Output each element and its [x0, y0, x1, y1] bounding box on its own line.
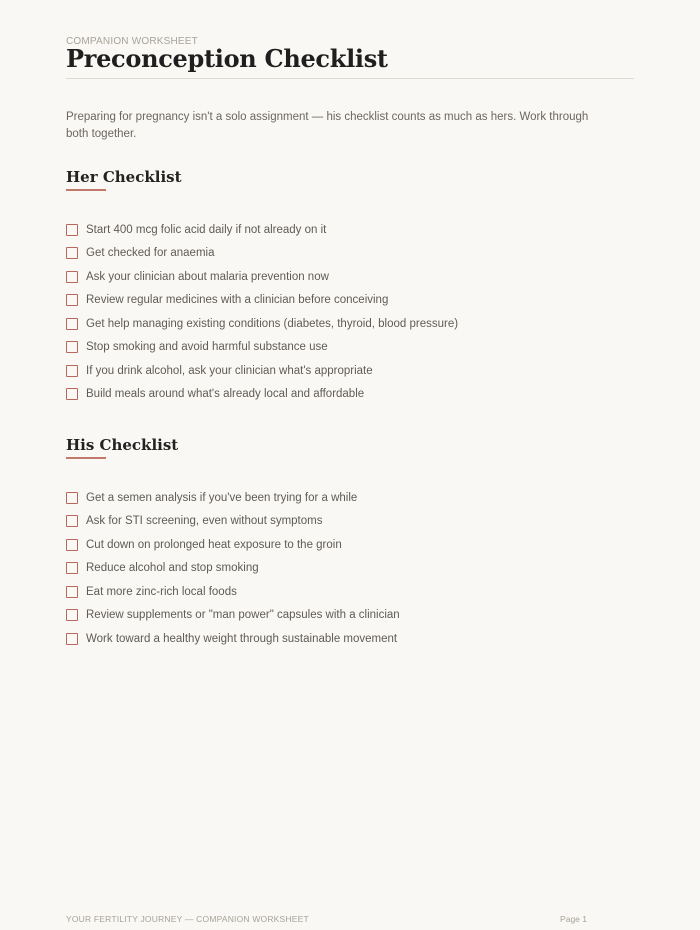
checklist-item[interactable]	[66, 383, 458, 407]
checklist-item-label: Review supplements or "man power" capsules with a clinician	[86, 609, 400, 622]
checklist-item-label: Build meals around what's already local and affordable	[86, 388, 365, 401]
eyebrow-label: COMPANION WORKSHEET	[66, 36, 198, 47]
checklist-item-label: Stop smoking and avoid harmful substance use	[86, 341, 328, 354]
his-checklist-heading: His Checklist	[66, 436, 179, 454]
checkbox[interactable]	[66, 247, 78, 259]
checklist-item[interactable]	[66, 557, 400, 581]
checklist-item-label: Start 400 mcg folic acid daily if not already on it	[86, 223, 327, 236]
page-number: Page 1	[560, 914, 587, 924]
his-checklist	[66, 486, 400, 651]
checklist-item[interactable]	[66, 289, 458, 313]
checkbox[interactable]	[66, 609, 78, 621]
checkbox[interactable]	[66, 341, 78, 353]
checkbox[interactable]	[66, 515, 78, 527]
checkbox[interactable]	[66, 633, 78, 645]
checklist-item-label: Get checked for anaemia	[86, 247, 215, 260]
checklist-item-label: Reduce alcohol and stop smoking	[86, 562, 259, 575]
checkbox[interactable]	[66, 492, 78, 504]
checklist-item[interactable]	[66, 604, 400, 628]
checklist-item[interactable]	[66, 265, 458, 289]
her-checklist-heading: Her Checklist	[66, 168, 182, 186]
checkbox[interactable]	[66, 294, 78, 306]
page-title: Preconception Checklist	[66, 44, 388, 73]
checkbox[interactable]	[66, 539, 78, 551]
checklist-item[interactable]	[66, 510, 400, 534]
checklist-item[interactable]	[66, 336, 458, 360]
checklist-item-label: Work toward a healthy weight through sustainable movement	[86, 632, 398, 645]
her-heading-underline	[66, 189, 106, 191]
his-heading-underline	[66, 457, 106, 459]
checklist-item[interactable]	[66, 533, 400, 557]
checkbox[interactable]	[66, 562, 78, 574]
checkbox[interactable]	[66, 365, 78, 377]
checklist-item-label: Get help managing existing conditions (diabetes, thyroid, blood pressure)	[86, 317, 459, 330]
checklist-item-label: Cut down on prolonged heat exposure to the groin	[86, 538, 342, 551]
checklist-item[interactable]	[66, 486, 400, 510]
checklist-item-label: Ask your clinician about malaria prevention now	[86, 270, 329, 283]
checklist-item[interactable]	[66, 218, 458, 242]
footer-title: YOUR FERTILITY JOURNEY — COMPANION WORKSHEET	[66, 914, 309, 924]
checklist-item-label: Ask for STI screening, even without symptoms	[86, 515, 323, 528]
checklist-item[interactable]	[66, 627, 400, 651]
checkbox[interactable]	[66, 318, 78, 330]
checkbox[interactable]	[66, 224, 78, 236]
checklist-item-label: Review regular medicines with a clinician before conceiving	[86, 294, 389, 307]
checkbox[interactable]	[66, 388, 78, 400]
checkbox[interactable]	[66, 586, 78, 598]
checklist-item-label: Get a semen analysis if you've been trying for a while	[86, 491, 358, 504]
checklist-item[interactable]	[66, 359, 458, 383]
title-divider	[66, 78, 634, 79]
checkbox[interactable]	[66, 271, 78, 283]
checklist-item[interactable]	[66, 580, 400, 604]
checklist-item[interactable]	[66, 242, 458, 266]
checklist-item[interactable]	[66, 312, 458, 336]
her-checklist	[66, 218, 458, 406]
checklist-item-label: Eat more zinc-rich local foods	[86, 585, 237, 598]
intro-paragraph: Preparing for pregnancy isn't a solo assignment — his checklist counts as much as hers. Work through both together.	[66, 111, 589, 140]
checklist-item-label: If you drink alcohol, ask your clinician what's appropriate	[86, 364, 373, 377]
